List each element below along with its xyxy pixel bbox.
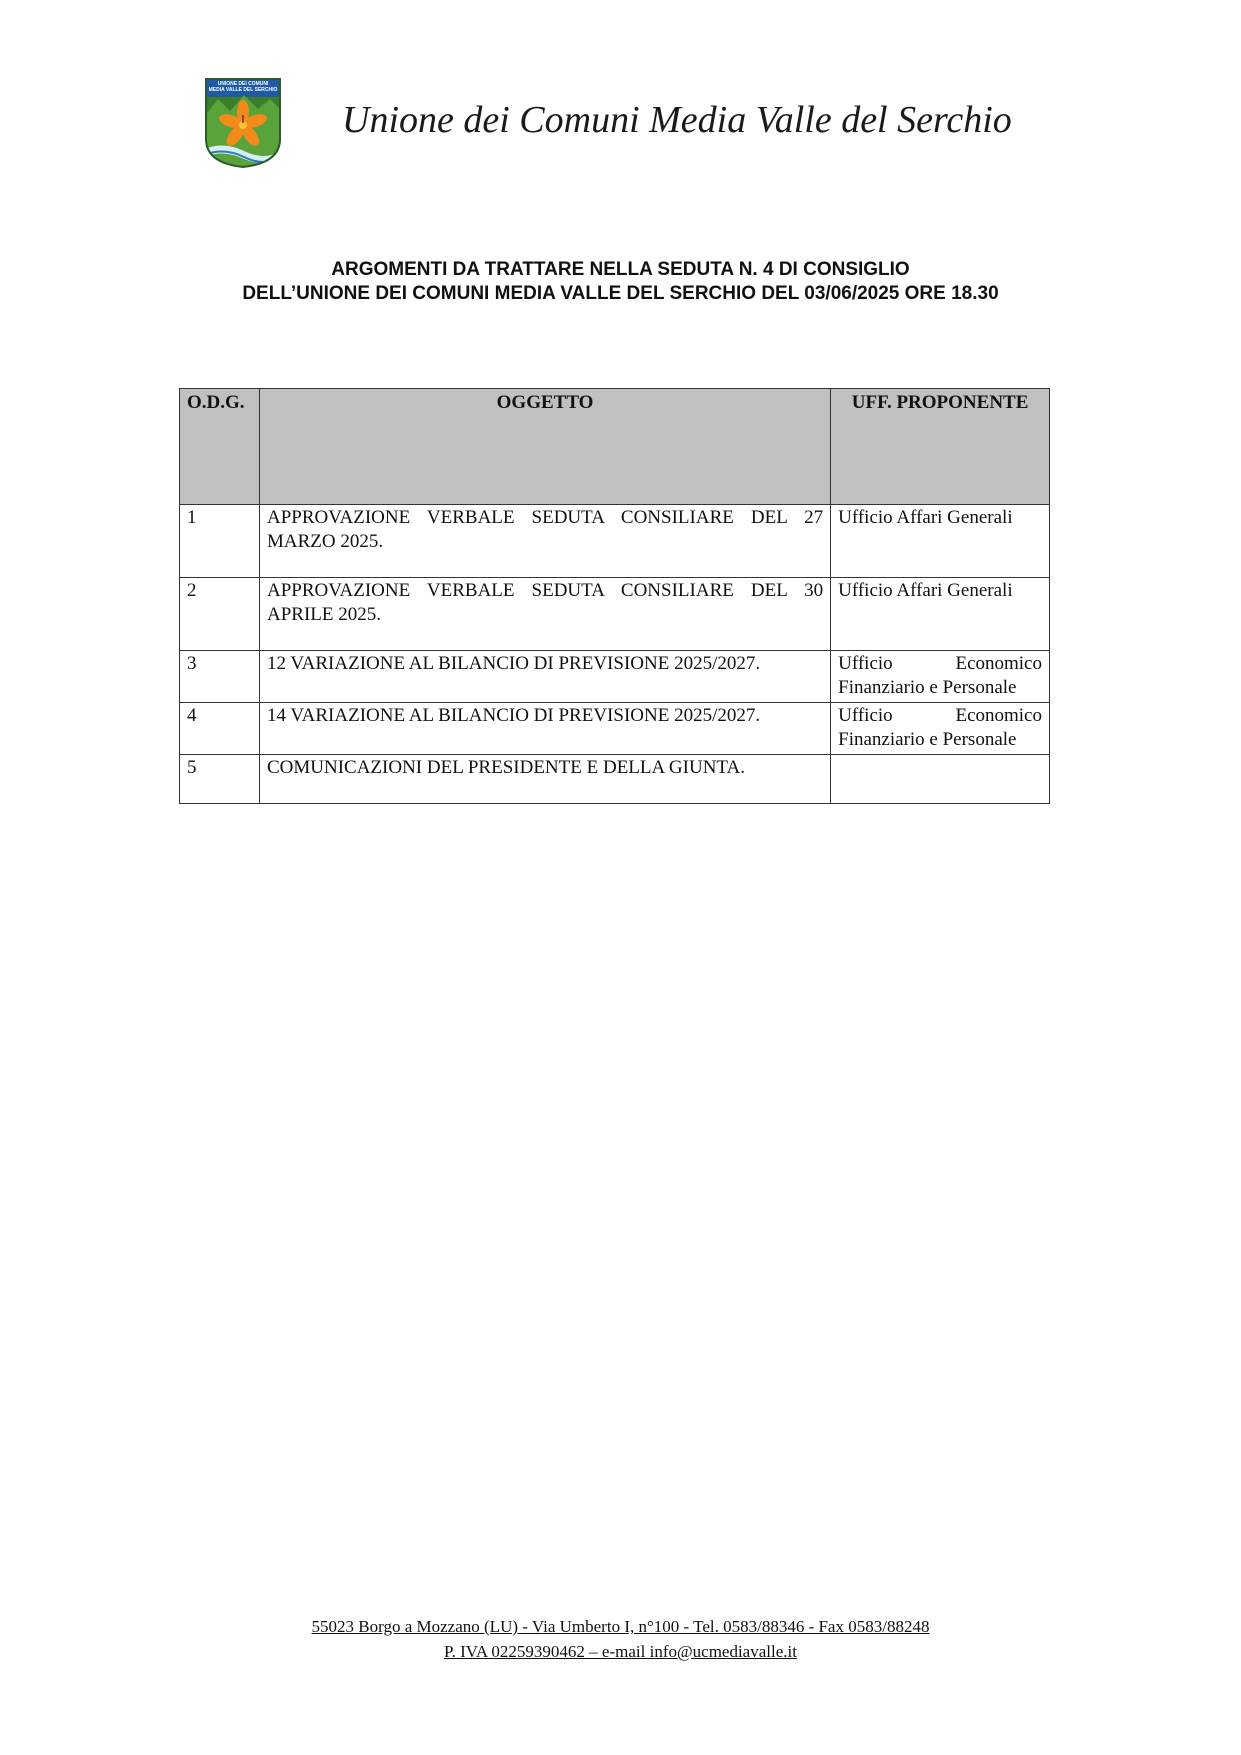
- row-number: 2: [180, 578, 260, 651]
- table-header-row: [180, 389, 1050, 505]
- ufficio-text: Ufficio Affari Generali: [838, 580, 1013, 601]
- table-row: [180, 755, 1050, 804]
- organization-name: Unione dei Comuni Media Valle del Serchio: [342, 99, 1012, 141]
- ufficio-text: Ufficio Economico Finanziario e Personale: [838, 705, 1042, 750]
- row-ufficio: [831, 755, 1050, 804]
- row-ufficio: [831, 703, 1050, 755]
- agenda-table: [179, 388, 1050, 804]
- row-oggetto: [259, 578, 830, 651]
- title-line-2: DELL’UNIONE DEI COMUNI MEDIA VALLE DEL SERCHIO DEL 03/06/2025 ORE 18.30: [242, 283, 999, 304]
- oggetto-text: 14 VARIAZIONE AL BILANCIO DI PREVISIONE 2025/2027.: [266, 705, 761, 726]
- table-row: [180, 505, 1050, 578]
- footer: [0, 1614, 1241, 1664]
- oggetto-text: 12 VARIAZIONE AL BILANCIO DI PREVISIONE 2025/2027.: [266, 653, 761, 674]
- row-oggetto: [259, 703, 830, 755]
- row-oggetto: [259, 505, 830, 578]
- row-ufficio: [831, 505, 1050, 578]
- row-number: 1: [180, 505, 260, 578]
- oggetto-text: APPROVAZIONE VERBALE SEDUTA CONSILIARE DEL 27 MARZO 2025.: [266, 507, 824, 552]
- ufficio-text: Ufficio Economico Finanziario e Personale: [838, 653, 1042, 698]
- title-line-1: ARGOMENTI DA TRATTARE NELLA SEDUTA N. 4 DI CONSIGLIO: [331, 259, 910, 280]
- row-number: 4: [180, 703, 260, 755]
- row-ufficio: [831, 651, 1050, 703]
- row-ufficio: [831, 578, 1050, 651]
- svg-text:UNIONE DEI COMUNI: UNIONE DEI COMUNI: [217, 81, 269, 87]
- oggetto-text: APPROVAZIONE VERBALE SEDUTA CONSILIARE DEL 30 APRILE 2025.: [266, 580, 824, 625]
- row-number: 3: [180, 651, 260, 703]
- ufficio-text: Ufficio Affari Generali: [838, 507, 1013, 528]
- row-number: 5: [180, 755, 260, 804]
- row-oggetto: [259, 651, 830, 703]
- header-oggetto: OGGETTO: [259, 389, 830, 505]
- footer-address: 55023 Borgo a Mozzano (LU) - Via Umberto I, n°100 - Tel. 0583/88346 - Fax 0583/88248: [311, 1617, 930, 1636]
- header-ufficio: UFF. PROPONENTE: [831, 389, 1050, 505]
- table-row: [180, 703, 1050, 755]
- footer-vat-email: P. IVA 02259390462 – e-mail info@ucmediavalle.it: [444, 1642, 797, 1661]
- svg-text:MEDIA VALLE DEL SERCHIO: MEDIA VALLE DEL SERCHIO: [208, 87, 278, 93]
- header-odg: O.D.G.: [180, 389, 260, 505]
- row-oggetto: [259, 755, 830, 804]
- document-title: [0, 258, 1241, 306]
- table-row: [180, 651, 1050, 703]
- oggetto-text: COMUNICAZIONI DEL PRESIDENTE E DELLA GIUNTA.: [266, 757, 745, 778]
- union-logo: [204, 77, 282, 169]
- table-row: [180, 578, 1050, 651]
